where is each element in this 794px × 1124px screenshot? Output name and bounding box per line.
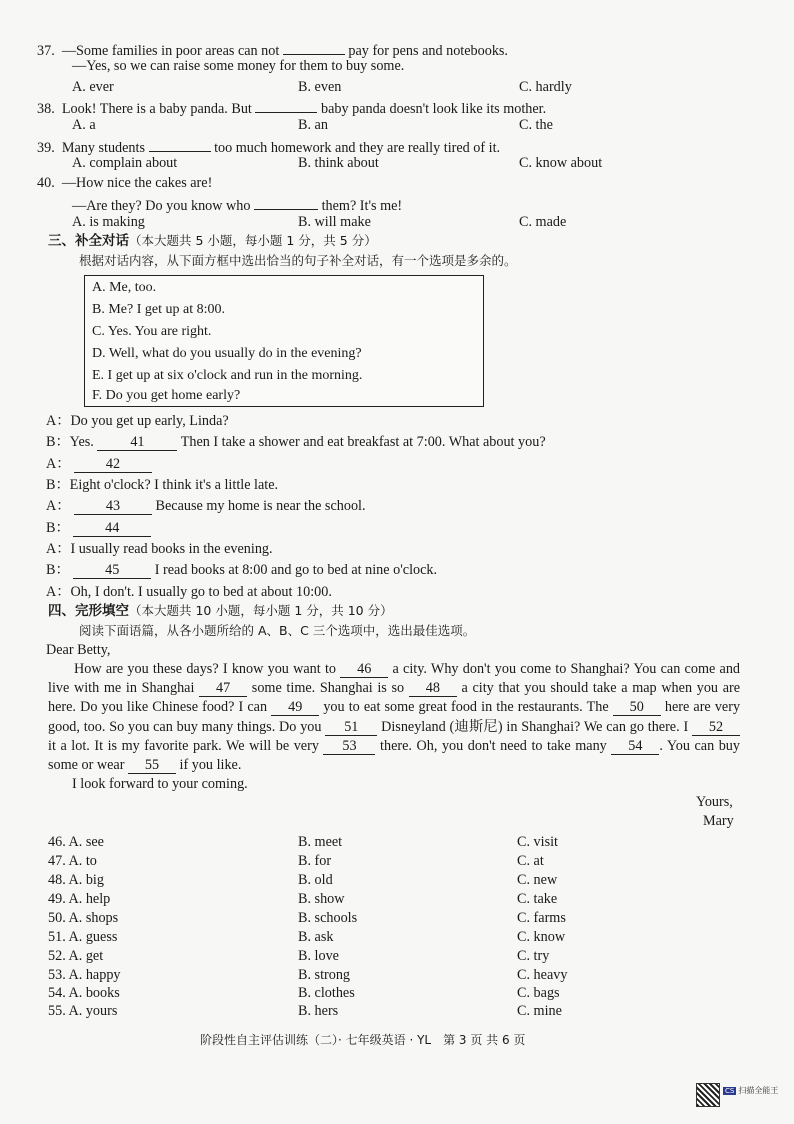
option-37b: B. even	[298, 79, 342, 95]
option-39b: B. think about	[298, 155, 379, 171]
cloze-option-b: B. clothes	[298, 985, 355, 1001]
section-3-instruction: 根据对话内容，从下面方框中选出恰当的句子补全对话，有一个选项是多余的。	[79, 253, 517, 268]
cloze-option-a: A. get	[68, 948, 104, 964]
cloze-option-b: B. for	[298, 853, 332, 869]
cloze-option-a: A. see	[68, 834, 104, 850]
dialog-line: A：I usually read books in the evening.	[46, 541, 273, 557]
dialog-line: B： 45 I read books at 8:00 and go to bed at nine o'clock.	[46, 562, 438, 578]
question-40: 40. —How nice the cakes are!	[37, 175, 213, 191]
cloze-option-c: C. try	[517, 948, 550, 964]
dialog-option-c: C. Yes. You are right.	[92, 324, 212, 339]
dialog-line: A： 42	[46, 455, 152, 473]
cloze-question-number: 48.	[48, 872, 66, 888]
cloze-question-number: 55.	[48, 1003, 66, 1019]
question-40-line2: —Are they? Do you know who them? It's me!	[72, 193, 402, 215]
page-footer: 阶段性自主评估训练（二）· 七年级英语 · YL 第 3 页 共 6 页	[200, 1033, 526, 1047]
cloze-option-row	[48, 928, 117, 946]
cloze-option-b: B. strong	[298, 967, 351, 983]
option-40a: A. is making	[72, 214, 145, 230]
option-37c: C. hardly	[519, 79, 572, 95]
cloze-option-b: B. love	[298, 948, 339, 964]
dialog-option-a: A. Me, too.	[92, 280, 157, 295]
dialog-option-e: E. I get up at six o'clock and run in the morning.	[92, 368, 363, 383]
cloze-option-row	[48, 871, 104, 889]
cloze-option-c: C. take	[517, 891, 558, 907]
dialog-option-f: F. Do you get home early?	[92, 388, 241, 403]
cloze-option-row	[48, 947, 103, 965]
dialog-option-b: B. Me? I get up at 8:00.	[92, 302, 225, 317]
dialog-option-d: D. Well, what do you usually do in the evening?	[92, 346, 362, 361]
option-40c: C. made	[519, 214, 567, 230]
cloze-option-a: A. guess	[68, 929, 118, 945]
cloze-option-row	[48, 833, 104, 851]
cloze-question-number: 47.	[48, 853, 66, 869]
dialog-line: B： 44	[46, 519, 151, 537]
question-39: 39. Many students too much homework and they are really tired of it.	[37, 135, 500, 157]
cloze-question-number: 54.	[48, 985, 66, 1001]
cloze-option-a: A. yours	[68, 1003, 118, 1019]
letter-paragraph-2: I look forward to your coming.	[72, 776, 248, 792]
section-4-heading: 四、完形填空（本大题共 10 小题，每小题 1 分，共 10 分）	[48, 603, 393, 619]
option-37a: A. ever	[72, 79, 114, 95]
dialog-line: A：Oh, I don't. I usually go to bed at about 10:00.	[46, 584, 332, 600]
question-38: 38. Look! There is a baby panda. But baby panda doesn't look like its mother.	[37, 96, 546, 118]
cloze-option-c: C. heavy	[517, 967, 568, 983]
letter-paragraph: How are you these days? I know you want to 46 a city. Why don't you come to Shanghai? You can come and live with me in Shanghai 47 some time. Shanghai is so 48 a city that you should take a map when you are here. Do you like Chinese food? I can 49 you to eat some great food in the restaurants. The 50 here are very good, too. So you can buy many things. Do you 51 Disneyland (迪斯尼) in Shanghai? We can go there. I 52 it a lot. It is my favorite park. We will be very 53 there. Oh, you don't need to take many 54 . You can buy some or wear 55 if you like.	[48, 661, 741, 774]
section-3-heading: 三、补全对话（本大题共 5 小题，每小题 1 分，共 5 分）	[48, 233, 377, 249]
option-39c: C. know about	[519, 155, 603, 171]
cloze-option-c: C. visit	[517, 834, 558, 850]
cloze-option-a: A. happy	[68, 967, 121, 983]
cloze-question-number: 49.	[48, 891, 66, 907]
option-40b: B. will make	[298, 214, 371, 230]
dialog-line: A：Do you get up early, Linda?	[46, 413, 229, 429]
cloze-question-number: 53.	[48, 967, 66, 983]
cloze-option-c: C. mine	[517, 1003, 562, 1019]
cloze-option-row	[48, 966, 121, 984]
scanner-logo: CS 扫描全能王	[725, 1086, 779, 1095]
option-38a: A. a	[72, 117, 96, 133]
cloze-option-b: B. schools	[298, 910, 358, 926]
dialog-line: A： 43 Because my home is near the school.	[46, 498, 366, 514]
section-4-instruction: 阅读下面语篇，从各小题所给的 A、B、C 三个选项中，选出最佳选项。	[79, 623, 476, 638]
cloze-question-number: 46.	[48, 834, 66, 850]
cloze-question-number: 50.	[48, 910, 66, 926]
dialog-line: B：Eight o'clock? I think it's a little late.	[46, 477, 279, 493]
cloze-question-number: 52.	[48, 948, 66, 964]
cloze-option-row	[48, 1002, 117, 1020]
cloze-option-c: C. at	[517, 853, 544, 869]
cloze-option-a: A. books	[68, 985, 120, 1001]
cloze-option-b: B. hers	[298, 1003, 339, 1019]
cloze-option-b: B. show	[298, 891, 345, 907]
qr-code-icon	[696, 1083, 720, 1107]
dialog-line: B：Yes. 41 Then I take a shower and eat breakfast at 7:00. What about you?	[46, 434, 546, 450]
cloze-question-number: 51.	[48, 929, 66, 945]
cloze-option-c: C. new	[517, 872, 558, 888]
letter-closing: Yours,	[696, 794, 733, 810]
cloze-option-b: B. meet	[298, 834, 343, 850]
cloze-option-a: A. big	[68, 872, 104, 888]
cloze-option-a: A. help	[68, 891, 111, 907]
cloze-option-c: C. know	[517, 929, 566, 945]
cloze-option-c: C. farms	[517, 910, 566, 926]
cloze-option-row	[48, 984, 120, 1002]
cloze-option-b: B. ask	[298, 929, 334, 945]
dialog-options-box	[84, 275, 484, 407]
option-38c: C. the	[519, 117, 553, 133]
cloze-option-row	[48, 890, 110, 908]
question-37: 37. —Some families in poor areas can not pay for pens and notebooks.	[37, 38, 508, 60]
cloze-option-b: B. old	[298, 872, 333, 888]
letter-signature: Mary	[703, 813, 734, 829]
cloze-option-c: C. bags	[517, 985, 560, 1001]
option-39a: A. complain about	[72, 155, 178, 171]
question-37-line2: —Yes, so we can raise some money for them to buy some.	[72, 58, 405, 74]
letter-greeting: Dear Betty,	[46, 642, 111, 658]
cloze-option-row	[48, 909, 118, 927]
cloze-option-a: A. shops	[68, 910, 119, 926]
scanner-badge: CS	[725, 1087, 735, 1095]
cloze-option-row	[48, 852, 97, 870]
cloze-option-a: A. to	[68, 853, 97, 869]
option-38b: B. an	[298, 117, 328, 133]
